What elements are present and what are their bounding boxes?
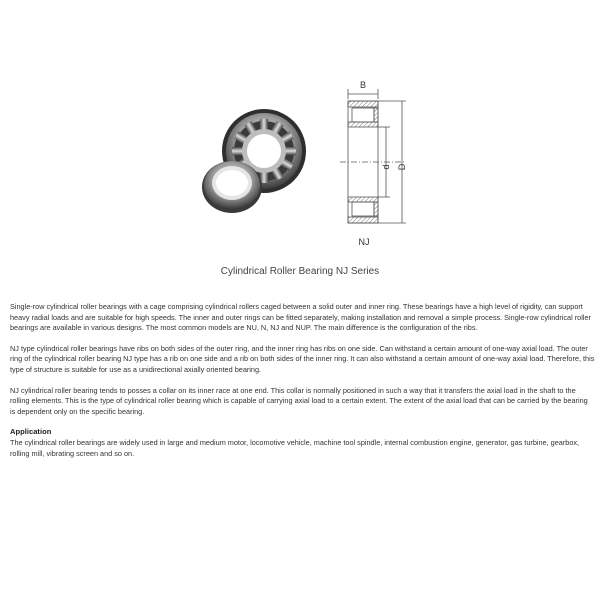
inner-ring-photo — [202, 161, 262, 213]
paragraph-overview: Single-row cylindrical roller bearings with a cage comprising cylindrical rollers caged between a solid outer and inner ring. These bearings have a high level of rigidity, can support heavy radial loads and are suitable for high speeds. The inner and outer rings can be fitted separately, making installation and removal a simple process. Single-row cylindrical roller bearings are available in various designs. The most common models are NU, N, NJ and NUP. The main difference is the configuration of the ribs. — [10, 302, 591, 333]
application-text: The cylindrical roller bearings are widely used in large and medium motor, locomotive vehicle, machine tool spindle, internal combustion engine, generator, gas turbine, gearbox, rolling mill, vibrating screen and so on. — [10, 437, 580, 458]
bearing-illustration — [190, 75, 430, 250]
cross-section-diagram — [340, 89, 406, 223]
diagram-type-label: NJ — [358, 237, 370, 247]
application-heading: Application — [10, 427, 52, 437]
dimension-b-label: B — [359, 80, 367, 90]
description-content — [10, 302, 595, 469]
paragraph-collar: NJ cylindrical roller bearing tends to posses a collar on its inner race at one end. This collar is normally positioned in such a way that it transfers the axial load in the shaft to the rolling elements. This is the type of cylindrical roller bearing which is capable of carrying axial load to a certain extent. The extent of the axial load that can be carried by the bearing is dependent only on the specific bearing. — [10, 385, 588, 416]
dimension-D-label: D — [397, 163, 407, 171]
paragraph-nj-type: NJ type cylindrical roller bearings have ribs on both sides of the outer ring, and the inner ring has ribs on one side. Can withstand a certain amount of one-way axial load. The outer ring of the cylindrical roller bearing NJ type has a rib on one side and a rib on both sides of the inner ring. It can also withstand a certain amount of one-way axial load. Therefore, this type of structure is suitable for use as a unidirectional axially oriented bearing. — [10, 343, 595, 374]
bearing-figure — [190, 75, 430, 250]
dimension-d-label: d — [381, 164, 391, 170]
figure-caption: Cylindrical Roller Bearing NJ Series — [220, 266, 380, 277]
